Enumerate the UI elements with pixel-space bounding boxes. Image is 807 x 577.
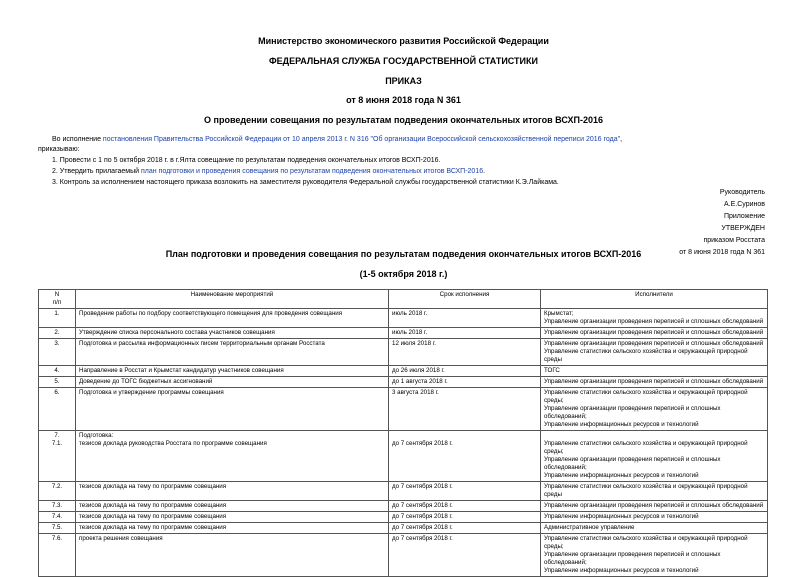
- table-row: [39, 523, 768, 534]
- cell-name: Направление в Росстат и Крымстат кандидатур участников совещания: [76, 366, 389, 377]
- table-row: [39, 431, 768, 482]
- cell-num: 7.6.: [39, 534, 76, 577]
- item2-prefix: 2. Утвердить прилагаемый: [52, 168, 140, 175]
- signature-role: Руководитель: [719, 189, 765, 196]
- cell-name: Подготовка и утверждение программы совещания: [76, 388, 389, 431]
- cell-num: 7.3.: [39, 501, 76, 512]
- order-item-3: 3. Контроль за исполнением настоящего приказа возложить на заместителя руководителя Федеральной службы государственной статистики К.Э.Лайкама.: [52, 179, 559, 186]
- cell-term: до 1 августа 2018 г.: [389, 377, 541, 388]
- cell-name: тезисов доклада на тему по программе совещания: [76, 482, 389, 501]
- cell-exec: Управление статистики сельского хозяйства и окружающей природной среды; Управление организации проведения переписей и сплошных обследований; Управление информационных ресурсов и технологий: [541, 534, 768, 577]
- cell-name: Подготовка и рассылка информационных писем территориальным органам Росстата: [76, 339, 389, 366]
- cell-exec: Управление организации проведения переписей и сплошных обследований: [541, 377, 768, 388]
- table-row: [39, 328, 768, 339]
- cell-name: тезисов доклада на тему по программе совещания: [76, 512, 389, 523]
- cell-name: Утверждение списка персонального состава участников совещания: [76, 328, 389, 339]
- cell-term: 12 июля 2018 г.: [389, 339, 541, 366]
- appendix-approved: УТВЕРЖДЕН: [721, 225, 765, 232]
- cell-name: Подготовка: тезисов доклада руководства Росстата по программе совещания: [76, 431, 389, 482]
- cell-name: тезисов доклада на тему по программе совещания: [76, 523, 389, 534]
- cell-term: до 7 сентября 2018 г.: [389, 534, 541, 577]
- plan-link[interactable]: план подготовки и проведения совещания по результатам подведения окончательных итогов ВСХП-2016: [140, 168, 484, 175]
- cell-num: 1.: [39, 309, 76, 328]
- table-row: [39, 501, 768, 512]
- cell-term: до 7 сентября 2018 г.: [389, 431, 541, 482]
- cell-num: 7.2.: [39, 482, 76, 501]
- cell-num: 7. 7.1.: [39, 431, 76, 482]
- service-heading: ФЕДЕРАЛЬНАЯ СЛУЖБА ГОСУДАРСТВЕННОЙ СТАТИСТИКИ: [269, 56, 538, 66]
- cell-num: 3.: [39, 339, 76, 366]
- cell-exec: Управление организации проведения переписей и сплошных обследований: [541, 501, 768, 512]
- cell-exec: Управление информационных ресурсов и технологий: [541, 512, 768, 523]
- cell-exec: ТОГС: [541, 366, 768, 377]
- cell-term: июль 2018 г.: [389, 328, 541, 339]
- cell-name: Доведение до ТОГС бюджетных ассигнований: [76, 377, 389, 388]
- item2-suffix: .: [483, 168, 486, 175]
- cell-exec: Управление организации проведения переписей и сплошных обследований: [541, 328, 768, 339]
- table-row: [39, 339, 768, 366]
- ministry-heading: Министерство экономического развития Российской Федерации: [258, 36, 549, 46]
- table-row: [39, 366, 768, 377]
- cell-num: 7.4.: [39, 512, 76, 523]
- cell-exec: Управление статистики сельского хозяйства и окружающей природной среды; Управление организации проведения переписей и сплошных обследований; Управление информационных ресурсов и технологий: [541, 431, 768, 482]
- table-row: [39, 482, 768, 501]
- table-row: [39, 309, 768, 328]
- intro-suffix: ,: [620, 136, 623, 143]
- cell-term: до 7 сентября 2018 г.: [389, 501, 541, 512]
- order-item-1: 1. Провести с 1 по 5 октября 2018 г. в г.Ялта совещание по результатам подведения окончательных итогов ВСХП-2016.: [52, 157, 441, 164]
- cell-exec: Управление статистики сельского хозяйства и окружающей природной среды: [541, 482, 768, 501]
- table-row: [39, 388, 768, 431]
- cell-term: июль 2018 г.: [389, 309, 541, 328]
- plan-table: [38, 289, 768, 577]
- cell-name: Проведение работы по подбору соответствующего помещения для проведения совещания: [76, 309, 389, 328]
- cell-num: 6.: [39, 388, 76, 431]
- table-header-row: [39, 290, 768, 309]
- plan-dates: (1-5 октября 2018 г.): [359, 269, 448, 279]
- cell-term: до 7 сентября 2018 г.: [389, 482, 541, 501]
- order-item-2: [52, 168, 485, 175]
- cell-exec: Крымстат; Управление организации проведения переписей и сплошных обследований: [541, 309, 768, 328]
- intro-paragraph: [52, 136, 622, 143]
- cell-num: 2.: [39, 328, 76, 339]
- appendix-date: от 8 июня 2018 года N 361: [679, 249, 765, 256]
- intro-prefix: Во исполнение: [52, 136, 101, 143]
- order-subject: О проведении совещания по результатам подведения окончательных итогов ВСХП-2016: [204, 115, 603, 125]
- signature-name: А.Е.Суринов: [724, 201, 765, 208]
- appendix-by-order: приказом Росстата: [703, 237, 765, 244]
- appendix-label: Приложение: [723, 213, 765, 220]
- table-row: [39, 512, 768, 523]
- cell-exec: Административное управление: [541, 523, 768, 534]
- cell-num: 7.5.: [39, 523, 76, 534]
- cell-term: до 26 июля 2018 г.: [389, 366, 541, 377]
- table-row: [39, 377, 768, 388]
- cell-name: тезисов доклада на тему по программе совещания: [76, 501, 389, 512]
- government-decree-link[interactable]: постановления Правительства Российской Федерации от 10 апреля 2013 г. N 316 "Об организации Всероссийской сельскохозяйственной переписи 2016 года": [102, 136, 621, 143]
- plan-title: План подготовки и проведения совещания по результатам подведения окончательных итогов ВСХП-2016: [165, 249, 642, 259]
- cell-term: до 7 сентября 2018 г.: [389, 512, 541, 523]
- order-heading: ПРИКАЗ: [385, 76, 422, 86]
- cell-exec: Управление статистики сельского хозяйства и окружающей природной среды; Управление организации проведения переписей и сплошных обследований; Управление информационных ресурсов и технологий: [541, 388, 768, 431]
- header-exec: Исполнители: [541, 290, 768, 309]
- order-date: от 8 июня 2018 года N 361: [346, 95, 461, 105]
- header-term: Срок исполнения: [389, 290, 541, 309]
- cell-term: до 7 сентября 2018 г.: [389, 523, 541, 534]
- table-row: [39, 534, 768, 577]
- cell-term: 3 августа 2018 г.: [389, 388, 541, 431]
- header-num: N п/п: [39, 290, 76, 309]
- ordered-text: приказываю:: [38, 146, 80, 153]
- cell-name: проекта решения совещания: [76, 534, 389, 577]
- cell-num: 5.: [39, 377, 76, 388]
- header-name: Наименование мероприятий: [76, 290, 389, 309]
- cell-exec: Управление организации проведения переписей и сплошных обследований Управление статистики сельского хозяйства и окружающей природной среды: [541, 339, 768, 366]
- cell-num: 4.: [39, 366, 76, 377]
